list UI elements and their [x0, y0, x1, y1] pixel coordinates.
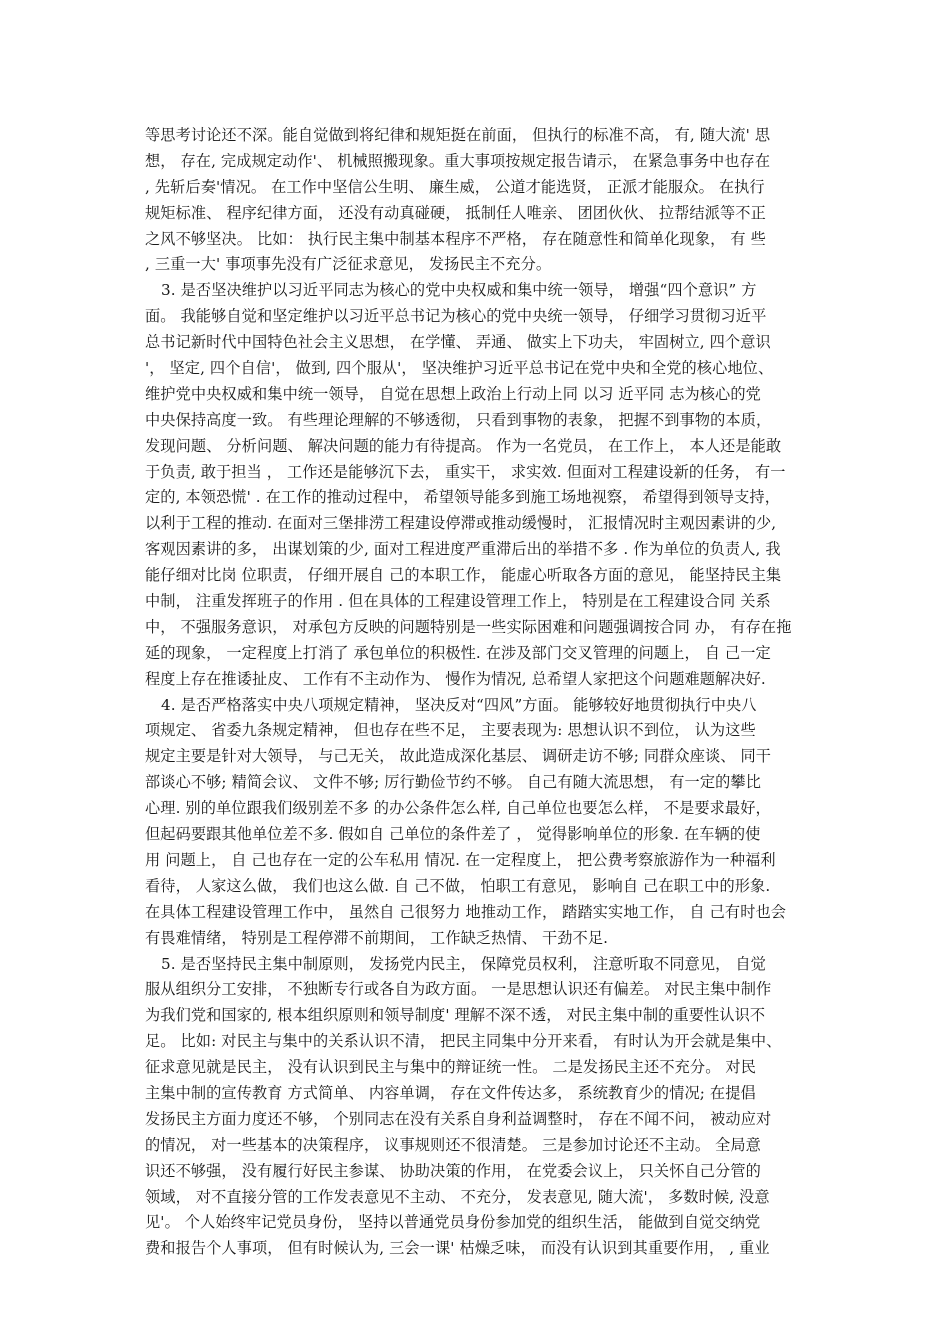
text-line-17: 客观因素讲的多， 出谋划策的少, 面对工程进度严重滞后出的举措不多 . 作为单位的负责人, 我: [145, 540, 781, 559]
text-line-25: 规定主要是针对大领导， 与己无关， 故此造成深化基层、 调研走访不够; 同群众座谈、 同干: [145, 747, 772, 766]
section-heading-5: 5. 是否坚持民主集中制原则， 发扬党内民主， 保障党员权利， 注意听取不同意见， 自觉: [161, 954, 766, 973]
text-line-2: 想， 存在, 完成规定动作'、 机械照搬现象。重大事项按规定报告请示， 在紧急事务中也存在: [145, 151, 771, 170]
text-line-27: 心理. 别的单位跟我们级别差不多 的办公条件怎么样, 自己单位也要怎么样， 不是要求最好，: [145, 799, 771, 818]
text-line-29: 用 问题上， 自 己也存在一定的公车私用 情况. 在一定程度上， 把公费考察旅游作为一种福利: [145, 850, 776, 869]
section-heading-3: 3. 是否坚决维护以习近平同志为核心的党中央权威和集中统一领导， 增强“四个意识” 方: [161, 281, 757, 300]
text-line-15: 定的, 本领恐慌' . 在工作的推动过程中， 希望领导能多到施工场地视察， 希望得到领导支持，: [145, 488, 780, 507]
text-line-36: 足。 比如: 对民主与集中的关系认识不清， 把民主同集中分开来看， 有时认为开会就是集中、: [145, 1032, 782, 1051]
text-line-21: 延的现象， 一定程度上打消了 承包单位的积极性. 在涉及部门交叉管理的问题上， 自 己一定: [145, 643, 771, 662]
text-line-1: 等思考讨论还不深。能自觉做到将纪律和规矩挺在前面， 但执行的标准不高， 有, 随大流' 思: [145, 126, 771, 144]
text-line-11: 维护党中央权威和集中统一领导， 自觉在思想上政治上行动上同 以习 近平同 志为核心的党: [145, 384, 761, 403]
text-line-18: 能仔细对比岗 位职责， 仔细开展自 己的本职工作， 能虚心听取各方面的意见， 能坚持民主集: [145, 566, 782, 585]
text-line-35: 为我们党和国家的, 根本组织原则和领导制度' 理解不深不透， 对民主集中制的重要性认识不: [145, 1006, 766, 1025]
text-line-39: 发扬民主方面力度还不够， 个别同志在没有关系自身利益调整时， 存在不闻不问， 被动应对: [145, 1109, 772, 1128]
text-line-5: 之风不够坚决。 比如： 执行民主集中制基本程序不严格， 存在随意性和简单化现象， 有 些: [145, 229, 766, 248]
text-line-43: 见'。 个人始终牢记党员身份， 坚持以普通党员身份参加党的组织生活， 能做到自觉交纳党: [145, 1213, 761, 1232]
text-line-10: '， 坚定, 四个自信'， 做到, 四个服从'， 坚决维护习近平总书记在党中央和全党的核心地位、: [145, 359, 774, 378]
text-line-30: 看待， 人家这么做， 我们也这么做. 自 己不做， 怕职工有意见， 影响自 己在职工中的形象.: [145, 876, 771, 895]
text-line-8: 面。 我能够自觉和坚定维护以习近平总书记为核心的党中央统一领导， 仔细学习贯彻习近平: [145, 307, 767, 326]
text-line-34: 服从组织分工安排， 不独断专行或各自为政方面。 一是思想认识还有偏差。 对民主集中制作: [145, 980, 772, 999]
text-line-24: 项规定、 省委九条规定精神， 但也存在些不足， 主要表现为: 思想认识不到位， 认为这些: [145, 721, 756, 740]
text-line-40: 的情况， 对一些基本的决策程序， 议事规则还不很清楚。 三是参加讨论还不主动。 全局意: [145, 1135, 761, 1154]
text-line-9: 总书记新时代中国特色社会主义思想， 在学懂、 弄通、 做实上下功夫， 牢固树立, 四个意识: [145, 333, 771, 352]
text-line-13: 发现问题、 分析问题、 解决问题的能力有待提高。 作为一名党员， 在工作上， 本人还是能敢: [145, 436, 782, 455]
text-line-4: 规矩标准、 程序纪律方面， 还没有动真碰硬， 抵制任人唯亲、 团团伙伙、 拉帮结派等不正: [145, 203, 766, 222]
text-line-42: 领域， 对不直接分管的工作发表意见不主动、 不充分， 发表意见, 随大流'， 多数时候, 没意: [145, 1187, 770, 1206]
section-heading-4: 4. 是否严格落实中央八项规定精神， 坚决反对“四风”方面。 能够较好地贯彻执行中央八: [161, 695, 757, 714]
text-line-3: , 先斩后奏'情况。 在工作中坚信公生明、 廉生威， 公道才能选贤， 正派才能服众。 在执行: [145, 177, 765, 196]
document-body: [145, 123, 810, 1262]
text-line-22: 程度上存在推诿扯皮、 工作有不主动作为、 慢作为情况, 总希望人家把这个问题难题解决好.: [145, 669, 766, 688]
text-line-41: 识还不够强， 没有履行好民主参谋、 协助决策的作用， 在党委会议上， 只关怀自己分管的: [145, 1161, 761, 1180]
text-line-26: 部谈心不够; 精简会议、 文件不够; 厉行勤俭节约不够。 自己有随大流思想， 有一定的攀比: [145, 773, 761, 792]
text-line-32: 有畏难情绪， 特别是工程停滞不前期间， 工作缺乏热情、 干劲不足.: [145, 928, 609, 947]
text-line-19: 中制， 注重发挥班子的作用 . 但在具体的工程建设管理工作上， 特别是在工程建设合同 关系: [145, 592, 771, 611]
text-line-28: 但起码要跟其他单位差不多. 假如自 己单位的条件差了 ， 觉得影响单位的形象. 在车辆的使: [145, 825, 761, 844]
text-line-16: 以利于工程的推动. 在面对三堡排涝工程建设停滞或推动缓慢时， 汇报情况时主观因素讲的少,: [145, 514, 777, 533]
text-line-37: 征求意见就是民主， 没有认识到民主与集中的辩证统一性。 二是发扬民主还不充分。 对民: [145, 1058, 756, 1077]
text-line-31: 在具体工程建设管理工作中， 虽然自 己很努力 地推动工作， 踏踏实实地工作， 自 己有时也会: [145, 902, 787, 921]
text-line-44: 费和报告个人事项， 但有时候认为, 三会一课' 枯燥乏味， 而没有认识到其重要作用， , 重业: [145, 1239, 770, 1258]
text-line-20: 中， 不强服务意识， 对承包方反映的问题特别是一些实际困难和问题强调按合同 办， 有存在拖: [145, 617, 792, 636]
text-line-6: , 三重一大' 事项事先没有广泛征求意见， 发扬民主不充分。: [145, 255, 552, 274]
text-line-12: 中央保持高度一致。 有些理论理解的不够透彻， 只看到事物的表象， 把握不到事物的本质，: [145, 410, 772, 429]
text-line-14: 于负责, 敢于担当 ， 工作还是能够沉下去， 重实干， 求实效. 但面对工程建设新的任务， 有一: [145, 462, 786, 481]
text-line-38: 主集中制的宣传教育 方式简单、 内容单调， 存在文件传达多， 系统教育少的情况; 在提倡: [145, 1083, 756, 1102]
